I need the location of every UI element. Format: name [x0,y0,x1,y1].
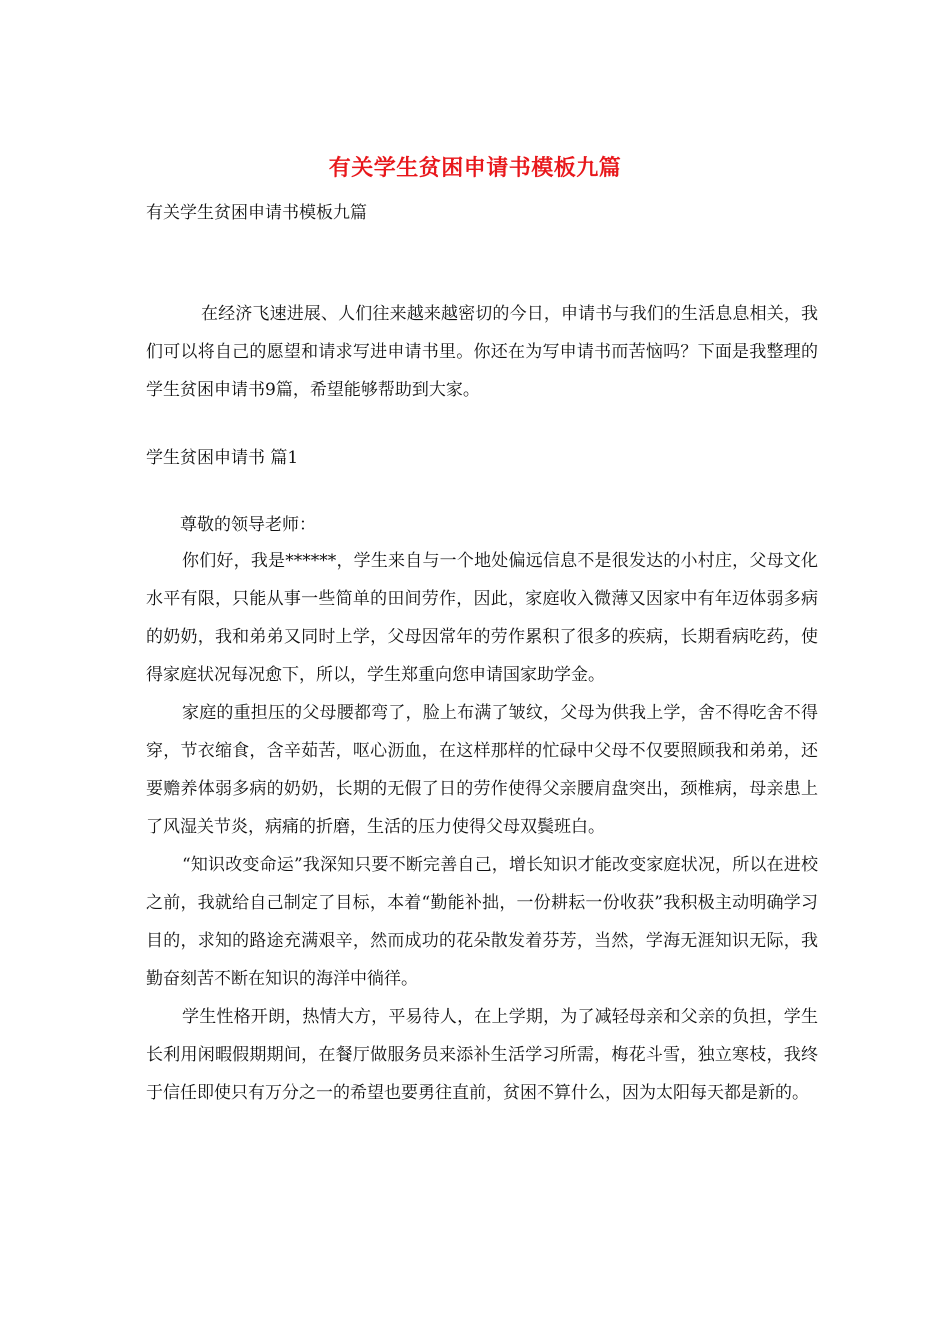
letter-paragraph: 你们好，我是******，学生来自与一个地处偏远信息不是很发达的小村庄，父母文化水平有限，只能从事一些简单的田间劳作，因此，家庭收入微薄又因家中有年迈体弱多病的奶奶，我和弟弟又同时上学，父母因常年的劳作累积了很多的疾病，长期看病吃药，使得家庭状况每况愈下，所以，学生郑重向您申请国家助学金。 [146,551,818,685]
letter-salutation: 尊敬的领导老师： [180,515,316,535]
document-subtitle: 有关学生贫困申请书模板九篇 [146,203,367,223]
section-heading: 学生贫困申请书 篇1 [146,448,299,468]
letter-paragraph: 家庭的重担压的父母腰都弯了，脸上布满了皱纹，父母为供我上学，舍不得吃舍不得穿，节衣缩食，含辛茹苦，呕心沥血，在这样那样的忙碌中父母不仅要照顾我和弟弟，还要赡养体弱多病的奶奶，长期的无假了日的劳作使得父亲腰肩盘突出，颈椎病，母亲患上了风湿关节炎，病痛的折磨，生活的压力使得父母双鬓班白。 [146,703,818,837]
document-title: 有关学生贫困申请书模板九篇 [328,155,622,181]
letter-body [146,508,818,1112]
letter-paragraph: 学生性格开朗，热情大方，平易待人，在上学期，为了减轻母亲和父亲的负担，学生长利用闲暇假期期间，在餐厅做服务员来添补生活学习所需，梅花斗雪，独立寒枝，我终于信任即使只有万分之一的希望也要勇往直前，贫困不算什么，因为太阳每天都是新的。 [146,1007,818,1103]
letter-paragraph: “知识改变命运”我深知只要不断完善自己，增长知识才能改变家庭状况，所以在进校之前，我就给自己制定了目标，本着“勤能补拙，一份耕耘一份收获”我积极主动明确学习目的，求知的路途充满艰辛，然而成功的花朵散发着芬芳，当然，学海无涯知识无际，我勤奋刻苦不断在知识的海洋中徜徉。 [146,855,818,989]
intro-paragraph: 在经济飞速进展、人们往来越来越密切的今日，申请书与我们的生活息息相关，我们可以将自己的愿望和请求写进申请书里。你还在为写申请书而苦恼吗？下面是我整理的学生贫困申请书9篇，希望能够帮助到大家。 [146,304,818,400]
